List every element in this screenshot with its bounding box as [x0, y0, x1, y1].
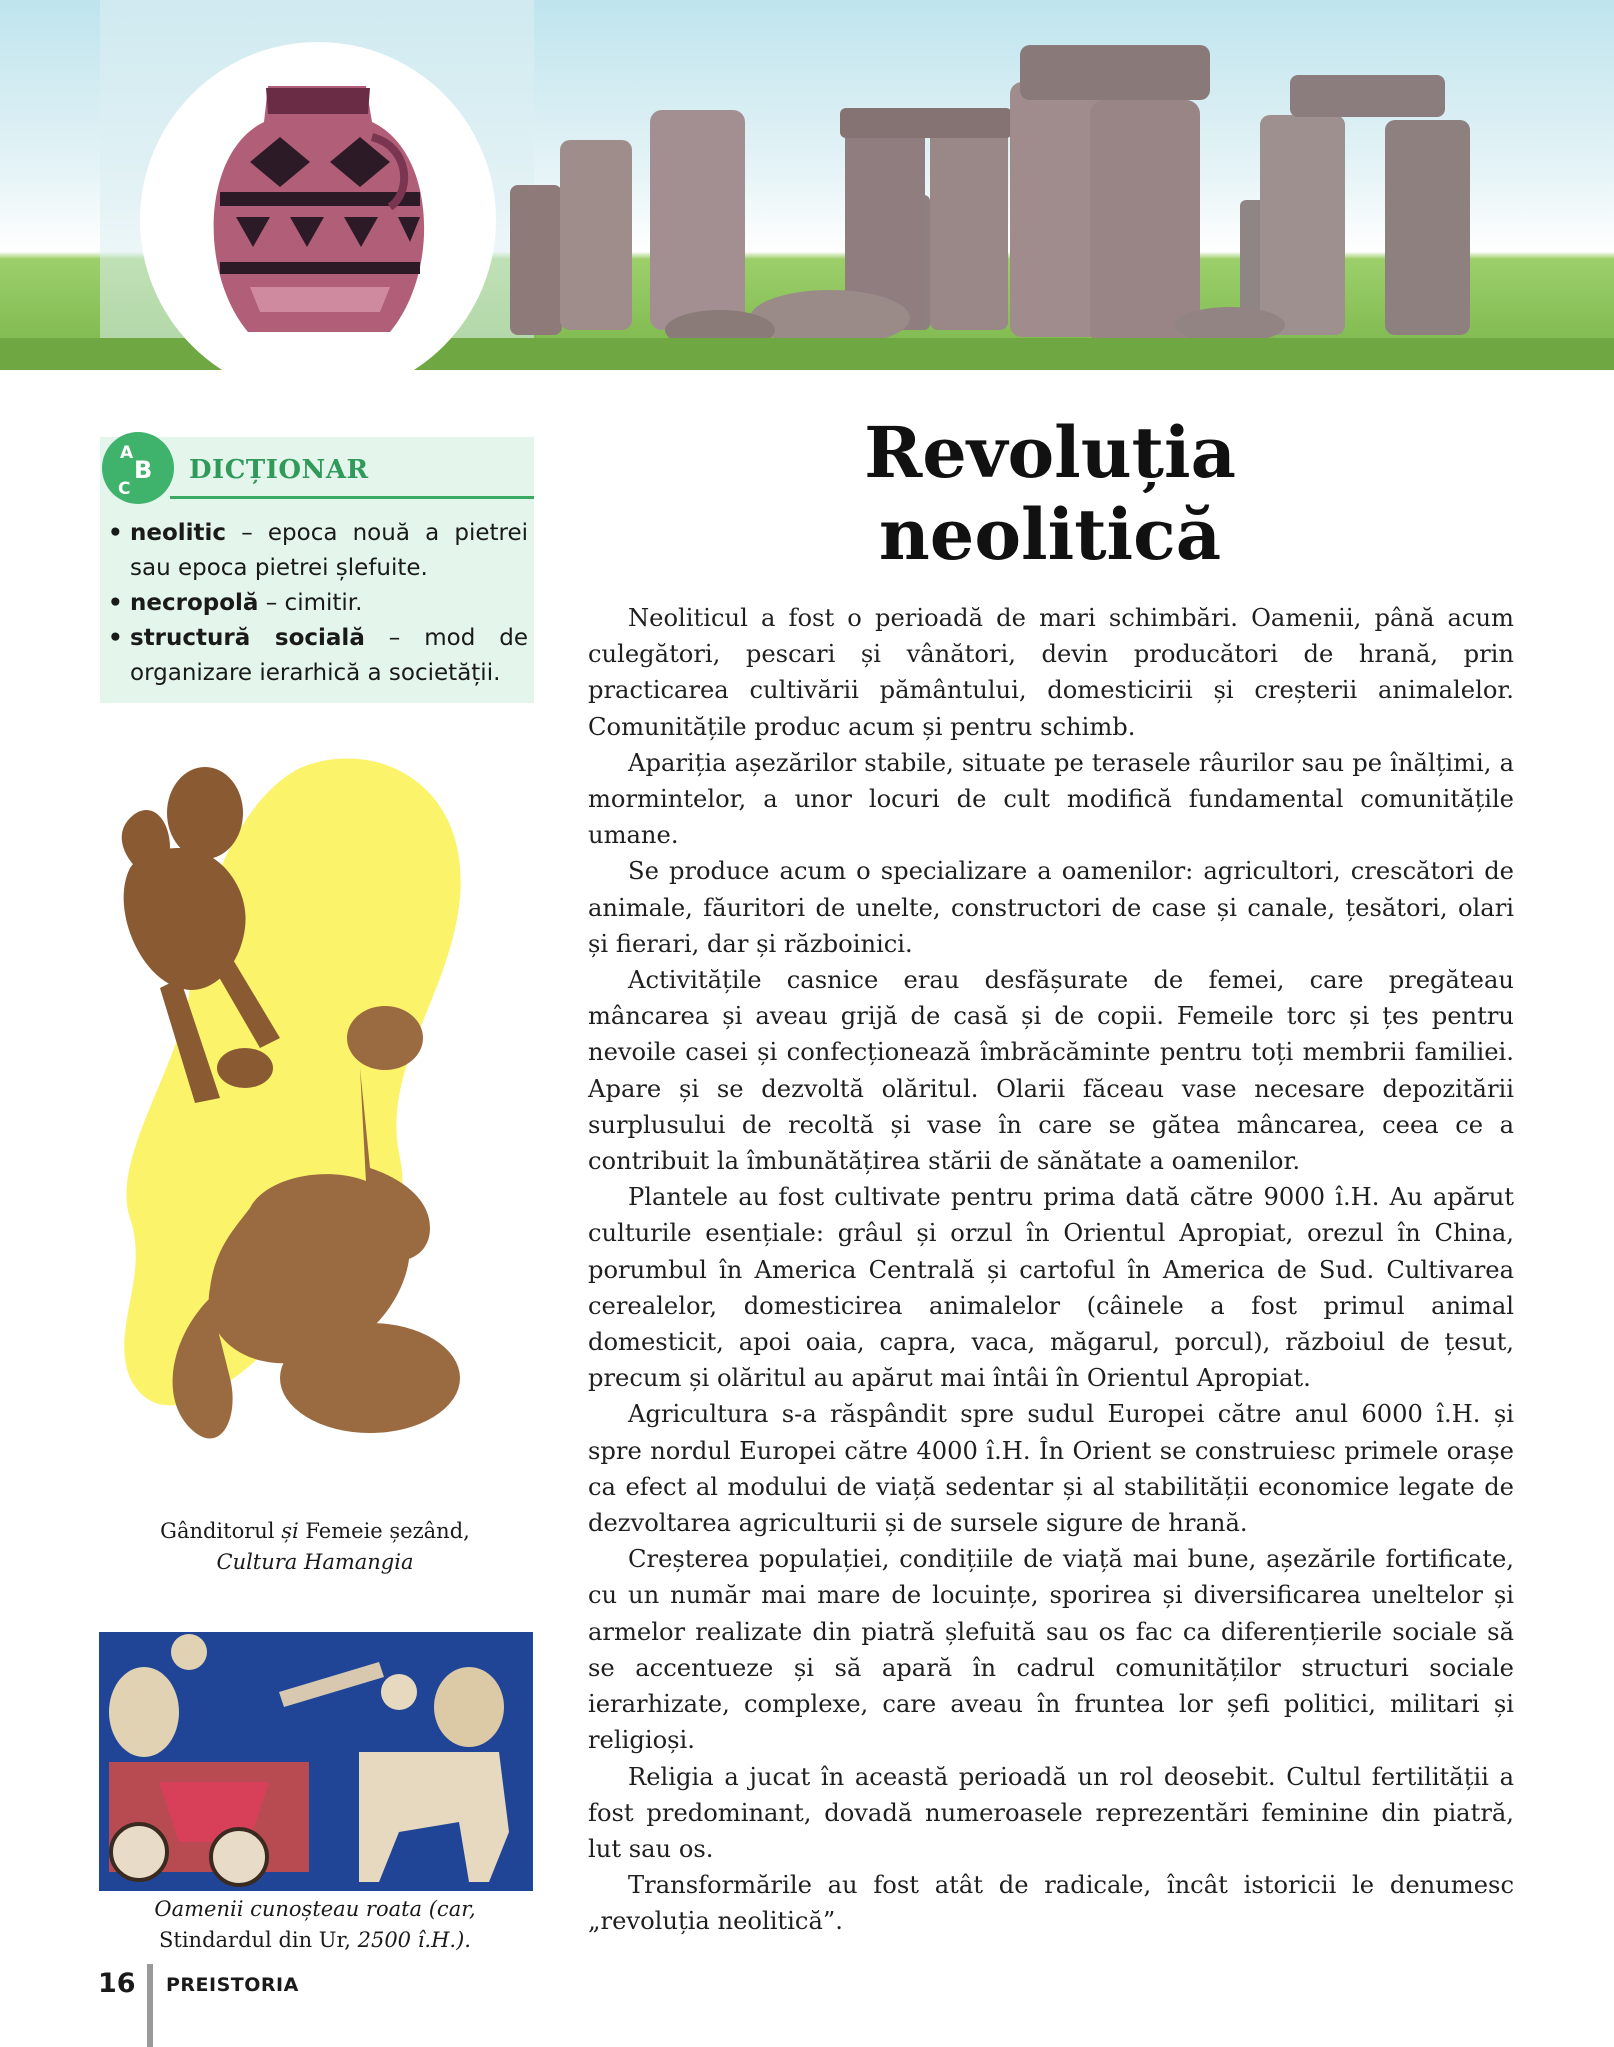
dictionary-definition: – mod de organizare ierarhică a societății. [130, 625, 528, 686]
dictionary-divider [170, 496, 534, 499]
dictionary-term: structură socială [130, 625, 365, 651]
dictionary-definition: – cimitir. [258, 590, 363, 616]
standard-of-ur-image [99, 1632, 533, 1891]
article-body [588, 600, 1514, 1940]
caption-text-italic: și [281, 1519, 299, 1543]
caption-text-italic: Oamenii cunoșteau roata (car, [154, 1897, 476, 1921]
dictionary-term: necropolă [130, 590, 259, 616]
page-title-line: Revoluția [864, 411, 1236, 494]
badge-letter-a: A [120, 443, 134, 463]
hero-banner-stonehenge [0, 0, 1614, 370]
page-title [790, 412, 1310, 576]
painted-vase-illustration [140, 42, 496, 370]
figurines-caption [100, 1516, 530, 1578]
dictionary-item [108, 516, 528, 586]
standard-of-ur-caption [100, 1894, 530, 1956]
badge-letter-b: B [134, 456, 153, 484]
caption-text: Stindardul din Ur, [159, 1928, 358, 1952]
caption-text-italic: Cultura Hamangia [216, 1550, 414, 1574]
article-paragraph: Apariția așezărilor stabile, situate pe terasele râurilor sau pe înălțimi, a mormintelor, a unor locuri de cult modifică fundamental comunitățile umane. [588, 748, 1514, 850]
dictionary-definition: – epoca nouă a pietrei sau epoca pietrei șlefuite. [130, 520, 528, 581]
abc-dictionary-badge-icon [100, 430, 176, 506]
article-paragraph: Activitățile casnice erau desfășurate de femei, care pregăteau mâncarea și aveau grijă de casă și de copii. Femeile torc și țes pentru nevoile casei și confecționează îmbrăcăminte pentru toți membrii familiei. Apare și se dezvoltă olăritul. Olarii făceau vase necesare depozitării surplusului de recoltă și vase în care se gătea mâncarea, ceea ce a contribuit la îmbunătățirea stării de sănătate a oamenilor. [588, 966, 1514, 1176]
article-paragraph: Religia a jucat în această perioadă un rol deosebit. Cultul fertilității a fost predominant, dovadă numeroasele reprezentări feminine din piatră, lut sau os. [588, 1762, 1514, 1863]
article-paragraph: Agricultura s-a răspândit spre sudul Europei către anul 6000 î.H. și spre nordul Europei către 4000 î.H. În Orient se construiesc primele orașe ca efect al modului de viață sedentar și al stabilității economice legate de dezvoltarea agriculturii și de sursele sigure de hrană. [588, 1400, 1514, 1538]
section-name: PREISTORIA [166, 1974, 299, 1996]
dictionary-list [108, 516, 528, 691]
footer-divider [147, 1964, 153, 2047]
page-title-line: neolitică [878, 493, 1222, 576]
dictionary-item [108, 586, 528, 621]
dictionary-term: neolitic [130, 520, 227, 546]
page-number: 16 [98, 1968, 136, 1999]
article-paragraph: Transformările au fost atât de radicale, încât istoricii le denumesc „revoluția neolitică”. [588, 1871, 1514, 1936]
neolithic-vase-image [140, 42, 496, 370]
hamangia-figurines-image [70, 738, 550, 1508]
caption-text-italic: 2500 î.H.). [357, 1928, 471, 1952]
article-paragraph: Neoliticul a fost o perioadă de mari schimbări. Oamenii, până acum culegători, pescari și vânători, devin producători de hrană, prin practicarea cultivării pământului, domesticirii și creșterii animalelor. Comunitățile produc acum și pentru schimb. [588, 604, 1514, 741]
article-paragraph: Se produce acum o specializare a oamenilor: agricultori, crescători de animale, făuritori de unelte, constructori de case și canale, țesători, olari și fierari, dar și războinici. [588, 857, 1514, 958]
article-paragraph: Plantele au fost cultivate pentru prima dată către 9000 î.H. Au apărut culturile esențiale: grâul și orzul în Orientul Apropiat, orezul în China, porumbul în America Centrală și cartoful în America de Sud. Cultivarea cerealelor, domesticirea animalelor (câinele a fost primul animal domesticit, apoi oaia, capra, vaca, măgarul, porcul), războiul de țesut, precum și olăritul au apărut mai întâi în Orientul Apropiat. [588, 1183, 1514, 1393]
dictionary-item [108, 621, 528, 691]
badge-letter-c: C [118, 479, 131, 499]
caption-text: Gânditorul [160, 1519, 282, 1543]
dictionary-title: DICȚIONAR [189, 455, 369, 485]
article-paragraph: Creșterea populației, condițiile de viață mai bune, așezările fortificate, cu un număr mai mare de locuințe, sporirea și diversificarea uneltelor și armelor realizate din piatră șlefuită sau os fac ca diferențierile sociale să se accentueze și să apară în cadrul comunităților structuri sociale ierarhizate, complexe, care aveau în fruntea lor șefi politici, militari și religioși. [588, 1545, 1514, 1755]
caption-text: Femeie șezând, [298, 1519, 470, 1543]
